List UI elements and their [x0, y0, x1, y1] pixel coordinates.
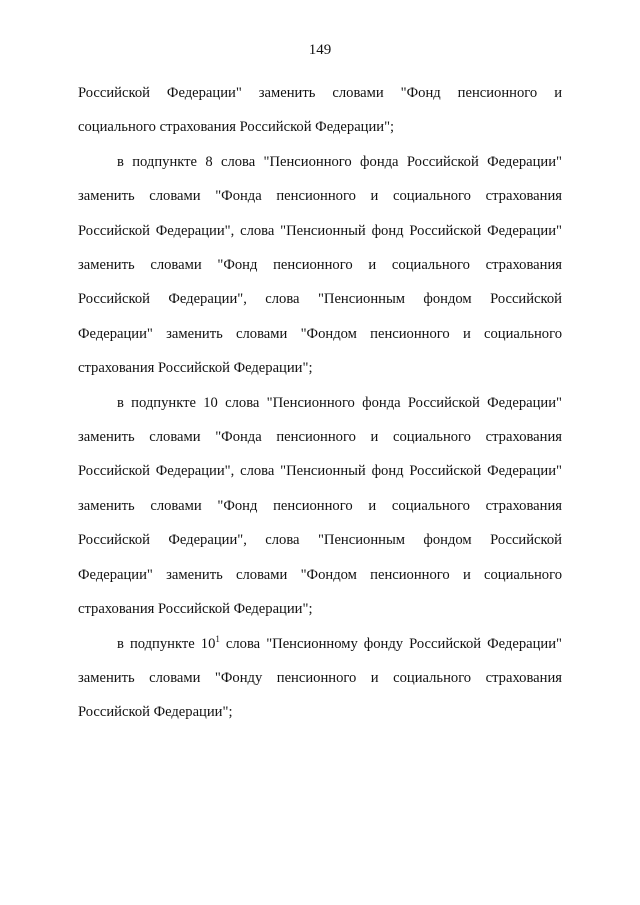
document-body: [78, 76, 562, 730]
paragraph-subpoint-10-1: [78, 627, 562, 730]
subpoint-prefix: в подпункте 10: [117, 635, 216, 652]
paragraph-subpoint-10: в подпункте 10 слова "Пенсионного фонда Российской Федерации" заменить словами "Фонда пенсионного и социального страхования Российской Федерации", слова "Пенсионный фонд Российской Федерации" заменить словами "Фонд пенсионного и социального страхования Российской Федерации", слова "Пенсионным фондом Российской Федерации" заменить словами "Фондом пенсионного и социального страхования Российской Федерации";: [78, 394, 562, 618]
paragraph-continuation: Российской Федерации" заменить словами "Фонд пенсионного и социального страхования Российской Федерации";: [78, 85, 562, 136]
subpoint-superscript: 1: [215, 633, 220, 644]
paragraph-subpoint-8: в подпункте 8 слова "Пенсионного фонда Российской Федерации" заменить словами "Фонда пенсионного и социального страхования Российской Федерации", слова "Пенсионный фонд Российской Федерации" заменить словами "Фонд пенсионного и социального страхования Российской Федерации", слова "Пенсионным фондом Российской Федерации" заменить словами "Фондом пенсионного и социального страхования Российской Федерации";: [78, 153, 562, 377]
subpoint-text: слова "Пенсионному фонду Российской Федерации" заменить словами "Фонду пенсионного и социального страхования Российской Федерации";: [78, 635, 562, 721]
page-number: 149: [308, 42, 332, 58]
